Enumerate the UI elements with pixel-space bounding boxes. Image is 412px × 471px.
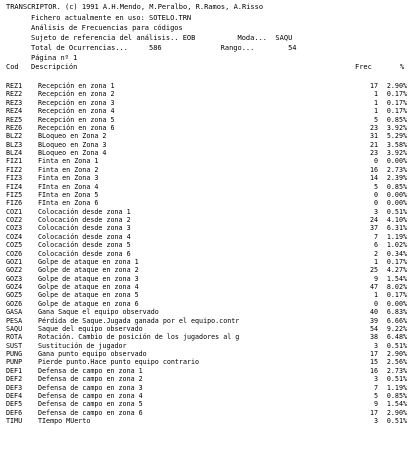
table-row bbox=[0, 191, 412, 199]
table-row bbox=[0, 241, 412, 249]
col-header-frequency: Frec bbox=[355, 63, 372, 71]
row-description: Finta en Zona 1 bbox=[38, 157, 99, 166]
row-code: PUNG bbox=[6, 350, 23, 358]
row-description: Recepción en zona 3 bbox=[38, 98, 115, 107]
row-code: FIZ3 bbox=[6, 174, 23, 183]
row-description: FInta en Zona 6 bbox=[38, 199, 99, 208]
table-row bbox=[0, 157, 412, 165]
row-code: DEF2 bbox=[6, 375, 23, 384]
row-description: Pérdida de Saque.Jugada ganada por el equipo.contr bbox=[38, 316, 240, 325]
row-percent: 0.85% bbox=[386, 391, 407, 400]
table-row bbox=[0, 392, 412, 400]
row-description: Defensa de campo en zona 5 bbox=[38, 400, 143, 409]
row-code: COZ3 bbox=[6, 224, 23, 233]
table-row bbox=[0, 384, 412, 392]
row-percent: 6.83% bbox=[386, 308, 407, 317]
row-frequency: 24 bbox=[369, 216, 378, 224]
row-code: BLZ3 bbox=[6, 140, 23, 149]
row-percent: 2.90% bbox=[386, 408, 407, 417]
row-code: REZ1 bbox=[6, 82, 23, 90]
table-row bbox=[0, 166, 412, 174]
table-row bbox=[0, 350, 412, 358]
row-code: FIZ4 bbox=[6, 182, 23, 191]
table-row bbox=[0, 367, 412, 375]
table-row bbox=[0, 325, 412, 333]
row-description: Defensa de campo en zona 2 bbox=[38, 375, 143, 384]
table-row bbox=[0, 409, 412, 417]
row-frequency: 17 bbox=[369, 82, 378, 90]
table-row bbox=[0, 224, 412, 232]
table-row bbox=[0, 90, 412, 98]
row-frequency: 7 bbox=[373, 383, 378, 392]
total-occurrences-range: Total de Ocurrencias... 586 Rango... 54 bbox=[31, 44, 297, 52]
row-percent: 1.19% bbox=[386, 383, 407, 392]
row-code: COZ5 bbox=[6, 241, 23, 250]
row-code: REZ4 bbox=[6, 107, 23, 116]
row-frequency: 54 bbox=[369, 324, 378, 333]
row-code: PESA bbox=[6, 316, 23, 325]
row-percent: 0.00% bbox=[386, 299, 407, 308]
table-row bbox=[0, 132, 412, 140]
table-row bbox=[0, 141, 412, 149]
row-frequency: 1 bbox=[373, 98, 378, 107]
row-frequency: 1 bbox=[373, 107, 378, 116]
row-code: COZ1 bbox=[6, 207, 23, 216]
row-frequency: 15 bbox=[369, 358, 378, 367]
col-header-percent: % bbox=[400, 63, 405, 71]
row-description: Finta en Zona 3 bbox=[38, 174, 99, 183]
row-percent: 0.51% bbox=[386, 375, 407, 384]
program-title: TRANSCRIPTOR. (c) 1991 A.H.Mendo, M.Peralbo, R.Ramos, A.Risso bbox=[6, 3, 264, 11]
row-percent: 0.00% bbox=[386, 199, 407, 208]
row-percent: 1.54% bbox=[386, 400, 407, 409]
row-percent: 1.19% bbox=[386, 232, 407, 241]
row-frequency: 17 bbox=[369, 408, 378, 417]
row-code: BLZ4 bbox=[6, 149, 23, 157]
row-percent: 8.02% bbox=[386, 283, 407, 291]
row-code: SUST bbox=[6, 341, 23, 350]
row-percent: 0.00% bbox=[386, 190, 407, 199]
table-row bbox=[0, 275, 412, 283]
row-percent: 0.51% bbox=[386, 417, 407, 425]
row-percent: 0.00% bbox=[386, 157, 407, 166]
row-description: Sustitución de jugador bbox=[38, 341, 127, 350]
table-row bbox=[0, 258, 412, 266]
row-code: FIZ2 bbox=[6, 165, 23, 174]
table-row bbox=[0, 216, 412, 224]
row-frequency: 7 bbox=[373, 232, 378, 241]
row-description: Colocación desde zona 4 bbox=[38, 232, 131, 241]
row-frequency: 1 bbox=[373, 257, 378, 266]
row-frequency: 21 bbox=[369, 140, 378, 149]
row-code: DEF6 bbox=[6, 408, 23, 417]
frequency-table bbox=[0, 82, 412, 425]
row-frequency: 39 bbox=[369, 316, 378, 325]
analysis-title: Análisis de Frecuencias para códigos bbox=[31, 24, 183, 32]
table-row bbox=[0, 233, 412, 241]
row-description: FInta en Zona 5 bbox=[38, 190, 99, 199]
row-percent: 2.73% bbox=[386, 165, 407, 174]
table-row bbox=[0, 99, 412, 107]
row-code: DEF1 bbox=[6, 366, 23, 375]
row-description: Colocación desde zona 6 bbox=[38, 249, 131, 258]
current-file: Fichero actualmente en uso: SOTELO.TRN bbox=[31, 14, 192, 22]
col-header-description: Descripción bbox=[31, 63, 78, 71]
row-frequency: 0 bbox=[373, 199, 378, 208]
row-frequency: 3 bbox=[373, 375, 378, 384]
row-percent: 3.92% bbox=[386, 123, 407, 132]
row-description: Golpe de ataque en zona 5 bbox=[38, 291, 139, 300]
row-description: BLoqueo en Zona 4 bbox=[38, 149, 107, 157]
row-percent: 0.17% bbox=[386, 98, 407, 107]
table-row bbox=[0, 375, 412, 383]
table-row bbox=[0, 358, 412, 366]
table-row bbox=[0, 300, 412, 308]
row-percent: 2.90% bbox=[386, 82, 407, 90]
row-percent: 0.17% bbox=[386, 90, 407, 99]
row-percent: 0.51% bbox=[386, 207, 407, 216]
row-description: Defensa de campo en zona 4 bbox=[38, 391, 143, 400]
row-description: BLoqueo en Zona 3 bbox=[38, 140, 107, 149]
row-frequency: 25 bbox=[369, 266, 378, 275]
page-number: Página nº 1 bbox=[31, 54, 78, 62]
row-code: REZ6 bbox=[6, 123, 23, 132]
table-row bbox=[0, 266, 412, 274]
table-row bbox=[0, 199, 412, 207]
row-code: FIZ6 bbox=[6, 199, 23, 208]
row-description: Golpe de ataque en zona 4 bbox=[38, 283, 139, 291]
table-row bbox=[0, 342, 412, 350]
row-frequency: 47 bbox=[369, 283, 378, 291]
row-description: Recepción en zona 5 bbox=[38, 115, 115, 124]
row-frequency: 3 bbox=[373, 341, 378, 350]
row-description: Defensa de campo en zona 1 bbox=[38, 366, 143, 375]
row-code: COZ4 bbox=[6, 232, 23, 241]
row-percent: 6.31% bbox=[386, 224, 407, 233]
row-description: Colocación desde zona 1 bbox=[38, 207, 131, 216]
row-percent: 1.54% bbox=[386, 274, 407, 283]
row-code: REZ2 bbox=[6, 90, 23, 99]
row-frequency: 0 bbox=[373, 157, 378, 166]
row-percent: 0.85% bbox=[386, 182, 407, 191]
table-row bbox=[0, 116, 412, 124]
row-code: SAQU bbox=[6, 324, 23, 333]
row-frequency: 5 bbox=[373, 182, 378, 191]
table-row bbox=[0, 124, 412, 132]
row-frequency: 16 bbox=[369, 165, 378, 174]
row-frequency: 5 bbox=[373, 115, 378, 124]
row-percent: 3.92% bbox=[386, 149, 407, 157]
row-percent: 5.29% bbox=[386, 132, 407, 141]
row-code: GOZ1 bbox=[6, 257, 23, 266]
row-code: GOZ5 bbox=[6, 291, 23, 300]
row-code: COZ6 bbox=[6, 249, 23, 258]
row-code: GOZ3 bbox=[6, 274, 23, 283]
table-row bbox=[0, 417, 412, 425]
row-code: DEF4 bbox=[6, 391, 23, 400]
row-percent: 4.27% bbox=[386, 266, 407, 275]
table-row bbox=[0, 308, 412, 316]
row-percent: 2.56% bbox=[386, 358, 407, 367]
row-description: Recepción en zona 6 bbox=[38, 123, 115, 132]
row-description: Colocación desde zona 5 bbox=[38, 241, 131, 250]
row-percent: 3.58% bbox=[386, 140, 407, 149]
row-frequency: 23 bbox=[369, 123, 378, 132]
row-code: COZ2 bbox=[6, 216, 23, 224]
row-code: GOZ2 bbox=[6, 266, 23, 275]
row-description: Golpe de ataque en zona 3 bbox=[38, 274, 139, 283]
row-percent: 2.73% bbox=[386, 366, 407, 375]
row-frequency: 6 bbox=[373, 241, 378, 250]
row-code: FIZ5 bbox=[6, 190, 23, 199]
row-frequency: 0 bbox=[373, 299, 378, 308]
reference-subject-mode: Sujeto de referencia del análisis.. EOB Moda... SAQU bbox=[31, 34, 293, 42]
row-description: Finta en Zona 2 bbox=[38, 165, 99, 174]
row-code: DEF5 bbox=[6, 400, 23, 409]
row-code: GOZ6 bbox=[6, 299, 23, 308]
row-code: GASA bbox=[6, 308, 23, 317]
table-row bbox=[0, 283, 412, 291]
table-row bbox=[0, 291, 412, 299]
row-description: FInta en Zona 4 bbox=[38, 182, 99, 191]
row-frequency: 1 bbox=[373, 90, 378, 99]
row-code: PUNP bbox=[6, 358, 23, 367]
row-frequency: 0 bbox=[373, 190, 378, 199]
row-frequency: 3 bbox=[373, 207, 378, 216]
row-frequency: 37 bbox=[369, 224, 378, 233]
row-description: Pierde punto.Hace punto equipo contrario bbox=[38, 358, 200, 367]
row-description: Recepción en zona 2 bbox=[38, 90, 115, 99]
row-frequency: 23 bbox=[369, 149, 378, 157]
row-description: Recepción en zona 4 bbox=[38, 107, 115, 116]
row-percent: 2.39% bbox=[386, 174, 407, 183]
table-row bbox=[0, 107, 412, 115]
row-description: Gana punto equipo observado bbox=[38, 350, 147, 358]
row-frequency: 38 bbox=[369, 333, 378, 342]
row-percent: 9.22% bbox=[386, 324, 407, 333]
row-percent: 0.34% bbox=[386, 249, 407, 258]
row-percent: 0.17% bbox=[386, 107, 407, 116]
table-row bbox=[0, 208, 412, 216]
row-frequency: 17 bbox=[369, 350, 378, 358]
table-row bbox=[0, 250, 412, 258]
row-code: ROTA bbox=[6, 333, 23, 342]
row-frequency: 2 bbox=[373, 249, 378, 258]
row-code: BLZ2 bbox=[6, 132, 23, 141]
row-description: Gana Saque el equipo observado bbox=[38, 308, 159, 317]
row-frequency: 9 bbox=[373, 400, 378, 409]
row-code: GOZ4 bbox=[6, 283, 23, 291]
row-code: TIMU bbox=[6, 417, 23, 425]
row-percent: 0.85% bbox=[386, 115, 407, 124]
row-description: TIempo MUerto bbox=[38, 417, 91, 425]
row-frequency: 5 bbox=[373, 391, 378, 400]
row-frequency: 31 bbox=[369, 132, 378, 141]
row-frequency: 1 bbox=[373, 291, 378, 300]
row-description: BLoqueo en Zona 2 bbox=[38, 132, 107, 141]
row-frequency: 16 bbox=[369, 366, 378, 375]
row-code: REZ5 bbox=[6, 115, 23, 124]
row-description: Colocación desde zona 3 bbox=[38, 224, 131, 233]
row-frequency: 14 bbox=[369, 174, 378, 183]
row-frequency: 3 bbox=[373, 417, 378, 425]
row-code: FIZ1 bbox=[6, 157, 23, 166]
table-row bbox=[0, 333, 412, 341]
table-row bbox=[0, 149, 412, 157]
table-row bbox=[0, 174, 412, 182]
row-description: Golpe de ataque en zona 6 bbox=[38, 299, 139, 308]
row-percent: 4.10% bbox=[386, 216, 407, 224]
row-frequency: 9 bbox=[373, 274, 378, 283]
row-description: Defensa de campo en zona 3 bbox=[38, 383, 143, 392]
row-description: Saque del equipo observado bbox=[38, 324, 143, 333]
row-code: REZ3 bbox=[6, 98, 23, 107]
row-description: Recepción en zona 1 bbox=[38, 82, 115, 90]
row-percent: 6.48% bbox=[386, 333, 407, 342]
row-percent: 1.02% bbox=[386, 241, 407, 250]
row-frequency: 40 bbox=[369, 308, 378, 317]
row-description: Golpe de ataque en zona 2 bbox=[38, 266, 139, 275]
row-description: Rotación. Cambio de posición de los jugadores al g bbox=[38, 333, 240, 342]
row-percent: 0.17% bbox=[386, 257, 407, 266]
row-percent: 2.90% bbox=[386, 350, 407, 358]
row-percent: 6.66% bbox=[386, 316, 407, 325]
table-row bbox=[0, 82, 412, 90]
row-description: Golpe de ataque en zona 1 bbox=[38, 257, 139, 266]
row-percent: 0.17% bbox=[386, 291, 407, 300]
row-description: Colocación desde zona 2 bbox=[38, 216, 131, 224]
table-row bbox=[0, 183, 412, 191]
row-code: DEF3 bbox=[6, 383, 23, 392]
table-row bbox=[0, 400, 412, 408]
col-header-code: Cod bbox=[6, 63, 19, 71]
row-percent: 0.51% bbox=[386, 341, 407, 350]
row-description: Defensa de campo en zona 6 bbox=[38, 408, 143, 417]
table-row bbox=[0, 317, 412, 325]
